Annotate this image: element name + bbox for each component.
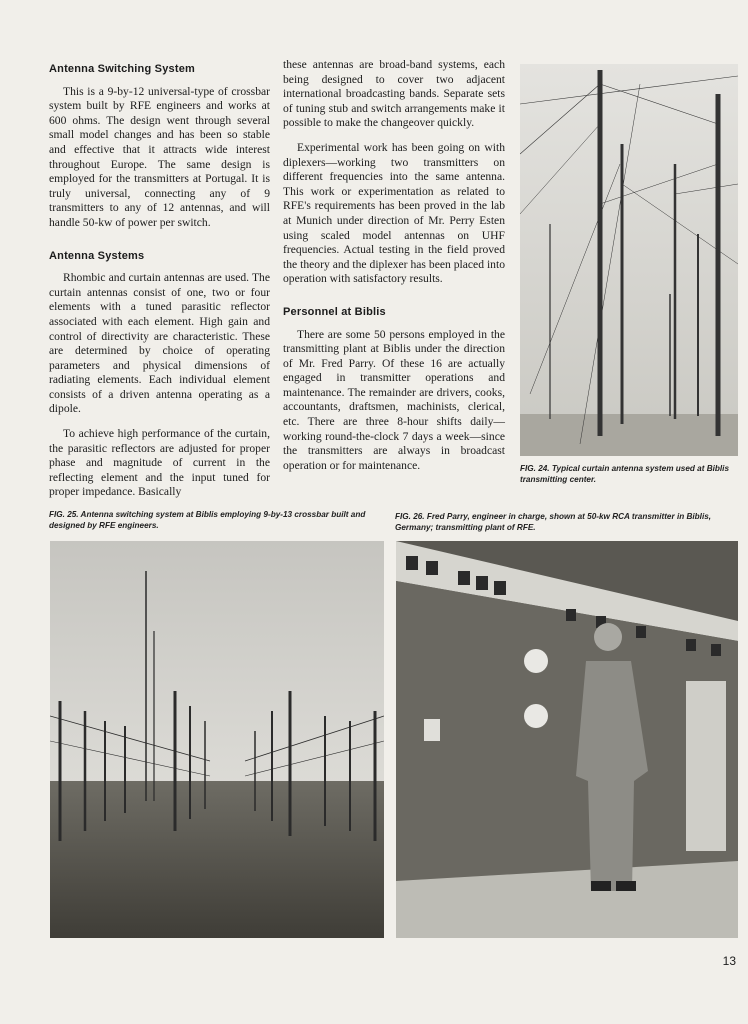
fig26-caption: FIG. 26. Fred Parry, engineer in charge, shown at 50-kw RCA transmitter in Biblis, Germany; transmitting plant of RFE. <box>395 512 712 532</box>
paragraph: There are some 50 persons employed in the transmitting plant at Biblis under the direction of Mr. Fred Parry. Of these 16 are actually engaged in transmitter operations and maintenance. The remainder are drivers, cooks, accountants, draftsmen, machinists, clerical, etc. There are three 8-hour shifts daily—working round-the-clock 7 days a week—since the transmitters are always in broadcast operation or for maintenance. <box>283 327 505 472</box>
fig26-transmitter-photo <box>396 541 738 938</box>
engineer-at-transmitter-image <box>396 541 738 938</box>
heading-personnel-at-biblis: Personnel at Biblis <box>283 305 386 318</box>
paragraph: Rhombic and curtain antennas are used. The curtain antennas consist of one, two or four elements with a tuned parasitic reflector associated with each element. High gain and control of directivity are characteristic. These are determined by choice of operating parameters and physical dimensions of radiating elements. Each individual element consists of a driven antenna operating as a dipole. <box>49 271 270 416</box>
fig25-caption: FIG. 25. Antenna switching system at Biblis employing 9-by-13 crossbar built and designed by RFE engineers. <box>49 510 366 530</box>
fig25-switching-system-photo <box>50 541 384 938</box>
heading-antenna-systems: Antenna Systems <box>49 249 145 262</box>
antenna-towers-image <box>520 64 738 456</box>
paragraph: To achieve high performance of the curtain, the parasitic reflectors are adjusted for proper phase and magnitude of current in the reflecting element and the input tuned for proper impedance. Basically <box>49 427 270 499</box>
crossbar-switch-image <box>50 541 384 938</box>
text-column-2 <box>283 58 505 483</box>
paragraph: these antennas are broad-band systems, each being designed to cover two adjacent international broadcasting bands. Separate sets of tuning stub and switch arrangements make it possible to make the changeover quickly. <box>283 58 505 130</box>
heading-antenna-switching-system: Antenna Switching System <box>49 63 195 75</box>
paragraph: Experimental work has been going on with diplexers—working two transmitters on different frequencies into the same antenna. This work or experimentation as related to RFE's requirements has been proved in the lab at Munich under direction of Mr. Perry Esten using scaled model antennas on UHF frequencies. Actual testing in the field proved the theory and the diplexer has been placed into operation with satisfactory results. <box>283 140 505 286</box>
text-column-1 <box>49 62 270 510</box>
paragraph: This is a 9-by-12 universal-type of crossbar system built by RFE engineers and works at 600 ohms. The design went through several small model changes and has been so stable and effective that it attracts wide interest throughout Europe. The same design is employed for the transmitters at Portugal. It is truly universal, connecting any of 9 transmitters to any of 12 antennas, and will handle 50-kw of power per switch. <box>49 84 270 229</box>
page-number: 13 <box>722 954 736 968</box>
fig24-caption: FIG. 24. Typical curtain antenna system used at Biblis transmitting center. <box>520 464 729 484</box>
fig24-antenna-photo <box>520 64 738 456</box>
